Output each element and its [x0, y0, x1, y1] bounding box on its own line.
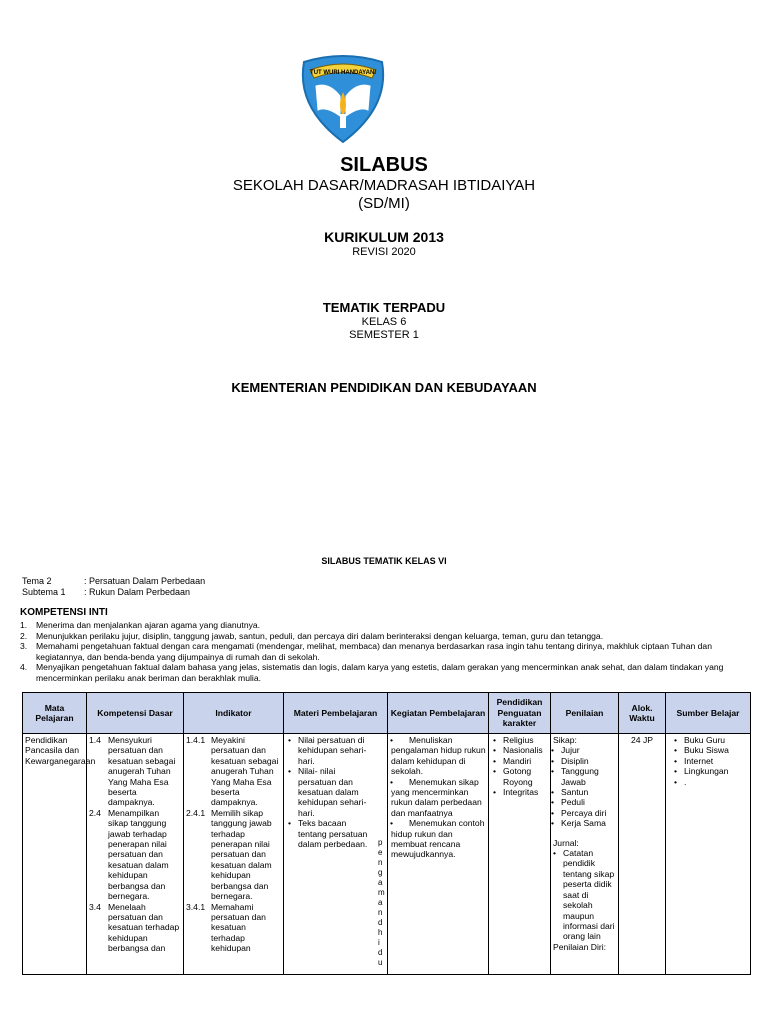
list-item: • Nilai- nilai persatuan dan kesatuan dalam kehidupan sehari-hari.	[298, 766, 375, 818]
cell-kd	[87, 734, 184, 975]
list-item: • Lingkungan	[684, 766, 748, 776]
ki-title: KOMPETENSI INTI	[20, 607, 108, 618]
list-item: • Nasionalis	[503, 745, 548, 755]
materi-vertical-text: pengamandhidu	[378, 838, 385, 967]
tema-value: : Persatuan Dalam Perbedaan	[84, 576, 206, 586]
grade: KELAS 6	[361, 316, 407, 328]
list-item: • Jujur	[561, 745, 616, 755]
ki-list	[20, 620, 756, 683]
ministry: KEMENTERIAN PENDIDIKAN DAN KEBUDAYAAN	[231, 380, 537, 395]
ki-text: Memahami pengetahuan faktual dengan cara mengamati (mendengar, melihat, membaca) dan menanya berdasarkan rasa ingin tahu tentang dirinya, makhluk ciptaan Tuhan dan kegiatannya, dan benda-benda yang dijumpainya di rumah dan di sekolah.	[36, 641, 712, 662]
ki-text: Menerima dan menjalankan ajaran agama yang dianutnya.	[36, 620, 261, 630]
list-item: • Peduli	[561, 797, 616, 807]
col-sumber: Sumber Belajar	[666, 693, 751, 734]
list-item: • Buku Siswa	[684, 745, 748, 755]
col-indikator: Indikator	[184, 693, 284, 734]
materi-list	[286, 735, 385, 849]
cell-indikator	[184, 734, 284, 975]
kd-text: Mensyukuri persatuan dan kesatuan sebagai anugerah Tuhan Yang Maha Esa beserta dampaknya.	[108, 735, 176, 808]
list-item: • Kerja Sama	[561, 818, 616, 828]
cell-sumber	[666, 734, 751, 975]
list-item: • Catatan pendidik tentang sikap peserta didik saat di sekolah maupun informasi dari orang lain	[563, 848, 616, 942]
school-level: SEKOLAH DASAR/MADRASAH IBTIDAIYAH	[232, 177, 536, 194]
semester: SEMESTER 1	[349, 329, 419, 341]
indikator-item	[186, 902, 281, 954]
tema-label: Tema 2	[22, 576, 52, 586]
col-kegiatan: Kegiatan Pembelajaran	[388, 693, 489, 734]
kegiatan-item: • Menemukan contoh hidup rukun dan membuat rencana mewujudkannya.	[390, 818, 485, 860]
table-header-row	[23, 693, 751, 734]
indikator-num: 3.4.1	[186, 901, 206, 912]
indikator-item	[186, 808, 281, 902]
kegiatan-text: Menuliskan pengalaman hidup rukun dalam kehidupan di sekolah.	[391, 735, 486, 777]
penilaian-diri-label: Penilaian Diri:	[553, 941, 607, 952]
list-item: • Integritas	[503, 787, 548, 797]
list-item: • Mandiri	[503, 756, 548, 766]
list-item: • Tanggung Jawab	[561, 766, 616, 787]
ki-item	[20, 631, 756, 642]
ki-num: 4.	[20, 662, 28, 672]
subtema-value: : Rukun Dalam Perbedaan	[84, 587, 191, 597]
list-item: • Nilai persatuan di kehidupan sehari-hari.	[298, 735, 375, 766]
indikator-text: Memahami persatuan dan kesatuan terhadap kehidupan	[211, 901, 266, 954]
list-item: • Teks bacaan tentang persatuan dalam perbedaan.	[298, 818, 375, 849]
alokasi-value: 24 JP	[631, 735, 653, 745]
col-materi: Materi Pembelajaran	[284, 693, 388, 734]
ki-text: Menyajikan pengetahuan faktual dalam bahasa yang jelas, sistematis dan logis, dalam karya yang estetis, dalam gerakan yang mencerminkan anak sehat, dan dalam tindakan yang mencerminkan perilaku anak beriman dan berakhlak mulia.	[36, 662, 724, 683]
kd-text: Menampilkan sikap tanggung jawab terhadap penerapan nilai persatuan dan kesatuan dalam kehidupan berbangsa dan bernegara.	[108, 807, 169, 902]
kd-num: 1.4	[89, 735, 101, 745]
cell-ppk	[489, 734, 551, 975]
indikator-num: 1.4.1	[186, 735, 206, 745]
theme-heading: TEMATIK TERPADU	[322, 300, 446, 315]
ki-item	[20, 641, 756, 662]
col-ppk: Pendidikan Penguatan karakter	[489, 693, 551, 734]
sumber-list	[668, 735, 748, 787]
sikap-label: Sikap:	[553, 735, 577, 745]
sikap-list	[553, 745, 616, 828]
ki-item	[20, 620, 756, 631]
list-item: • .	[684, 777, 748, 787]
ki-text: Menunjukkan perilaku jujur, disiplin, tanggung jawab, santun, peduli, dan percaya diri dalam berinteraksi dengan keluarga, teman, guru dan tetangga.	[36, 630, 604, 641]
cell-materi	[284, 734, 388, 975]
silabus-table	[22, 692, 751, 975]
indikator-text: Meyakini persatuan dan kesatuan sebagai anugerah Tuhan Yang Maha Esa beserta dampaknya.	[211, 735, 279, 808]
document-title: SILABUS	[340, 154, 428, 176]
tut-wuri-handayani-logo	[296, 52, 390, 144]
mapel-text: Pendidikan Pancasila dan Kewarganegaraan	[25, 735, 96, 766]
indikator-num: 2.4.1	[186, 807, 206, 818]
kegiatan-text: Menemukan sikap yang mencerminkan rukun dalam perbedaan dan manfaatnya	[391, 776, 482, 818]
list-item: • Religius	[503, 735, 548, 745]
ki-num: 3.	[20, 641, 28, 651]
revision: REVISI 2020	[352, 246, 416, 258]
section-title: SILABUS TEMATIK KELAS VI	[321, 556, 447, 566]
kd-text: Menelaah persatuan dan kesatuan terhadap kehidupan berbangsa dan	[108, 901, 180, 954]
col-mapel: Mata Pelajaran	[23, 693, 87, 734]
ki-num: 2.	[20, 630, 28, 641]
logo-motto: TUT WURI HANDAYANI	[310, 70, 376, 76]
indikator-text: Memilih sikap tanggung jawab terhadap penerapan nilai persatuan dan kesatuan dalam kehidupan berbangsa dan bernegara.	[211, 807, 272, 902]
list-item: • Santun	[561, 787, 616, 797]
kegiatan-item: • Menuliskan pengalaman hidup rukun dalam kehidupan di sekolah.	[390, 735, 486, 777]
list-item: • Buku Guru	[684, 735, 748, 745]
subtema-label: Subtema 1	[22, 587, 66, 597]
kd-item	[89, 808, 181, 902]
list-item: • Percaya diri	[561, 808, 616, 818]
jurnal-label: Jurnal:	[553, 837, 579, 848]
kd-num: 3.4	[89, 901, 101, 912]
ki-num: 1.	[20, 620, 28, 630]
cell-alokasi	[619, 734, 666, 975]
jurnal-list	[553, 848, 616, 942]
kd-item	[89, 902, 181, 954]
ppk-list	[491, 735, 548, 797]
indikator-item	[186, 735, 281, 808]
list-item: • Gotong Royong	[503, 766, 548, 787]
list-item: • Internet	[684, 756, 748, 766]
cell-penilaian	[551, 734, 619, 975]
kd-num: 2.4	[89, 807, 101, 818]
table-row	[23, 734, 751, 975]
col-penilaian: Penilaian	[551, 693, 619, 734]
col-kd: Kompetensi Dasar	[87, 693, 184, 734]
curriculum: KURIKULUM 2013	[324, 229, 444, 245]
school-abbr: (SD/MI)	[358, 195, 410, 212]
cell-kegiatan	[388, 734, 489, 975]
ki-item	[20, 662, 756, 683]
kegiatan-item: • Menemukan sikap yang mencerminkan rukun dalam perbedaan dan manfaatnya	[390, 777, 486, 819]
col-alokasi: Alok. Waktu	[619, 693, 666, 734]
kd-item	[89, 735, 181, 808]
kegiatan-text: Menemukan contoh hidup rukun dan membuat rencana mewujudkannya.	[391, 818, 485, 860]
list-item: • Disiplin	[561, 756, 616, 766]
